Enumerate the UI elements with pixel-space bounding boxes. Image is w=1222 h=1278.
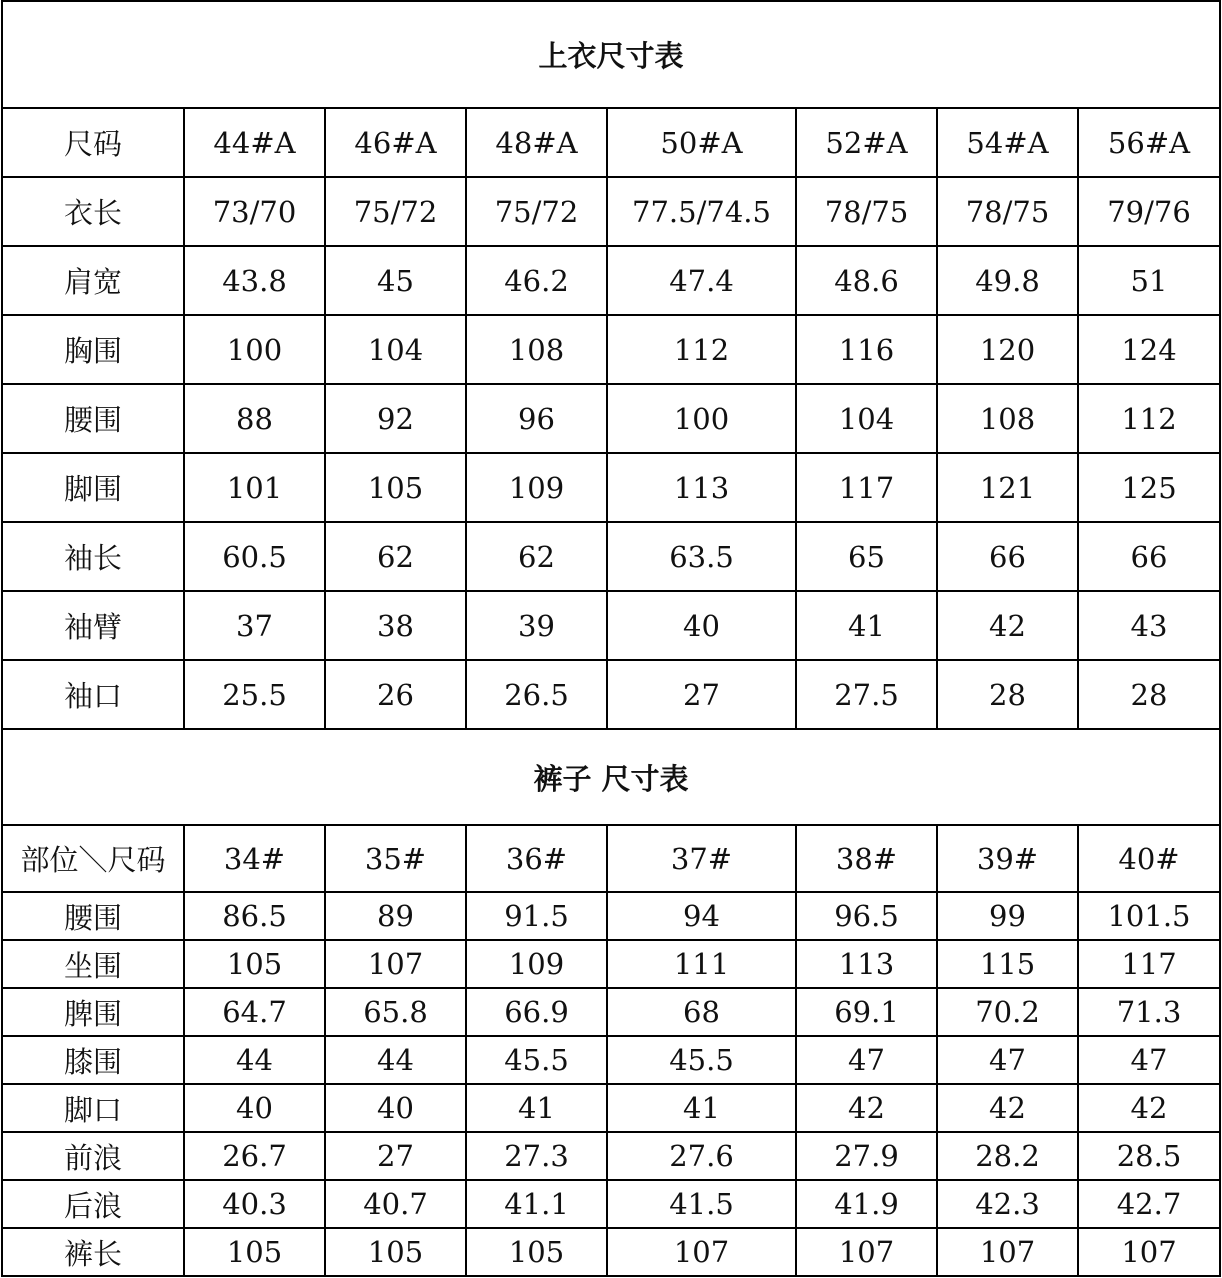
pants-measure-value: 89 [325, 892, 466, 940]
pants-measure-value: 47 [796, 1036, 937, 1084]
pants-measure-value: 42.3 [937, 1180, 1078, 1228]
pants-measure-value: 107 [325, 940, 466, 988]
pants-measure-row [2, 1180, 1220, 1228]
pants-measure-row [2, 940, 1220, 988]
top-measure-value: 26.5 [466, 660, 607, 729]
pants-measure-value: 40 [184, 1084, 325, 1132]
top-table-title: 上衣尺寸表 [2, 1, 1220, 108]
size-chart-table [1, 0, 1221, 1277]
pants-measure-value: 40 [325, 1084, 466, 1132]
top-measure-value: 112 [607, 315, 796, 384]
pants-measure-value: 86.5 [184, 892, 325, 940]
top-measure-value: 28 [1078, 660, 1220, 729]
top-measure-row [2, 384, 1220, 453]
top-measure-label: 袖口 [2, 660, 184, 729]
top-measure-label: 袖臂 [2, 591, 184, 660]
pants-measure-value: 96.5 [796, 892, 937, 940]
pants-measure-value: 27.9 [796, 1132, 937, 1180]
top-measure-row [2, 246, 1220, 315]
top-size-header-cell: 52#A [796, 108, 937, 177]
pants-measure-value: 65.8 [325, 988, 466, 1036]
top-measure-value: 66 [1078, 522, 1220, 591]
pants-measure-value: 105 [325, 1228, 466, 1276]
top-measure-row [2, 660, 1220, 729]
top-size-header-cell: 46#A [325, 108, 466, 177]
pants-size-header-cell: 40# [1078, 825, 1220, 892]
pants-size-header-row [2, 825, 1220, 892]
pants-measure-value: 44 [184, 1036, 325, 1084]
pants-measure-value: 28.5 [1078, 1132, 1220, 1180]
top-measure-value: 120 [937, 315, 1078, 384]
top-measure-value: 92 [325, 384, 466, 453]
pants-size-header-cell: 34# [184, 825, 325, 892]
top-size-header-label: 尺码 [2, 108, 184, 177]
pants-measure-value: 111 [607, 940, 796, 988]
top-measure-value: 66 [937, 522, 1078, 591]
top-measure-value: 108 [937, 384, 1078, 453]
top-measure-value: 27.5 [796, 660, 937, 729]
pants-size-header-label: 部位＼尺码 [2, 825, 184, 892]
pants-measure-row [2, 1228, 1220, 1276]
top-measure-value: 42 [937, 591, 1078, 660]
top-measure-value: 79/76 [1078, 177, 1220, 246]
top-size-header-cell: 50#A [607, 108, 796, 177]
pants-measure-value: 117 [1078, 940, 1220, 988]
pants-measure-value: 64.7 [184, 988, 325, 1036]
pants-measure-value: 47 [1078, 1036, 1220, 1084]
top-measure-value: 112 [1078, 384, 1220, 453]
pants-title-row [2, 729, 1220, 825]
pants-measure-value: 27.3 [466, 1132, 607, 1180]
top-measure-label: 肩宽 [2, 246, 184, 315]
pants-measure-row [2, 1084, 1220, 1132]
top-measure-row [2, 315, 1220, 384]
top-measure-label: 腰围 [2, 384, 184, 453]
pants-measure-value: 94 [607, 892, 796, 940]
top-measure-value: 41 [796, 591, 937, 660]
top-measure-value: 45 [325, 246, 466, 315]
top-measure-value: 63.5 [607, 522, 796, 591]
pants-measure-value: 101.5 [1078, 892, 1220, 940]
top-title-row [2, 1, 1220, 108]
pants-measure-value: 45.5 [466, 1036, 607, 1084]
pants-measure-value: 99 [937, 892, 1078, 940]
pants-size-header-cell: 38# [796, 825, 937, 892]
pants-measure-value: 41.1 [466, 1180, 607, 1228]
top-measure-value: 121 [937, 453, 1078, 522]
pants-size-header-cell: 36# [466, 825, 607, 892]
top-measure-value: 105 [325, 453, 466, 522]
pants-measure-value: 66.9 [466, 988, 607, 1036]
top-measure-value: 62 [325, 522, 466, 591]
top-measure-value: 117 [796, 453, 937, 522]
pants-measure-row [2, 1036, 1220, 1084]
pants-measure-label: 前浪 [2, 1132, 184, 1180]
pants-measure-value: 69.1 [796, 988, 937, 1036]
top-measure-value: 27 [607, 660, 796, 729]
pants-measure-value: 26.7 [184, 1132, 325, 1180]
top-measure-value: 100 [184, 315, 325, 384]
pants-measure-value: 91.5 [466, 892, 607, 940]
pants-measure-value: 27.6 [607, 1132, 796, 1180]
top-measure-value: 51 [1078, 246, 1220, 315]
pants-measure-row [2, 1132, 1220, 1180]
pants-size-header-cell: 37# [607, 825, 796, 892]
top-size-header-cell: 56#A [1078, 108, 1220, 177]
pants-measure-value: 42 [937, 1084, 1078, 1132]
top-measure-value: 124 [1078, 315, 1220, 384]
top-measure-value: 77.5/74.5 [607, 177, 796, 246]
top-size-header-cell: 54#A [937, 108, 1078, 177]
top-measure-value: 104 [796, 384, 937, 453]
top-measure-value: 49.8 [937, 246, 1078, 315]
top-measure-value: 108 [466, 315, 607, 384]
top-measure-value: 78/75 [937, 177, 1078, 246]
pants-measure-value: 107 [607, 1228, 796, 1276]
top-measure-row [2, 177, 1220, 246]
top-measure-value: 65 [796, 522, 937, 591]
top-measure-value: 37 [184, 591, 325, 660]
pants-measure-label: 裤长 [2, 1228, 184, 1276]
top-measure-value: 113 [607, 453, 796, 522]
top-measure-value: 62 [466, 522, 607, 591]
top-measure-value: 73/70 [184, 177, 325, 246]
pants-measure-value: 28.2 [937, 1132, 1078, 1180]
top-measure-value: 47.4 [607, 246, 796, 315]
pants-size-header-cell: 39# [937, 825, 1078, 892]
pants-measure-value: 42 [1078, 1084, 1220, 1132]
pants-measure-row [2, 988, 1220, 1036]
top-size-header-cell: 44#A [184, 108, 325, 177]
top-measure-value: 46.2 [466, 246, 607, 315]
pants-measure-value: 107 [1078, 1228, 1220, 1276]
pants-measure-label: 腰围 [2, 892, 184, 940]
top-measure-value: 75/72 [466, 177, 607, 246]
pants-table-title: 裤子 尺寸表 [2, 729, 1220, 825]
pants-measure-value: 41 [607, 1084, 796, 1132]
top-measure-value: 26 [325, 660, 466, 729]
top-measure-value: 43.8 [184, 246, 325, 315]
top-measure-value: 75/72 [325, 177, 466, 246]
pants-measure-value: 68 [607, 988, 796, 1036]
pants-measure-value: 105 [184, 1228, 325, 1276]
top-measure-value: 25.5 [184, 660, 325, 729]
top-measure-label: 脚围 [2, 453, 184, 522]
top-measure-value: 116 [796, 315, 937, 384]
top-size-header-row [2, 108, 1220, 177]
pants-measure-value: 41.9 [796, 1180, 937, 1228]
pants-measure-value: 71.3 [1078, 988, 1220, 1036]
top-measure-label: 胸围 [2, 315, 184, 384]
top-measure-value: 28 [937, 660, 1078, 729]
pants-measure-value: 44 [325, 1036, 466, 1084]
top-measure-value: 43 [1078, 591, 1220, 660]
top-measure-value: 88 [184, 384, 325, 453]
pants-measure-value: 113 [796, 940, 937, 988]
pants-measure-label: 坐围 [2, 940, 184, 988]
pants-measure-value: 109 [466, 940, 607, 988]
top-measure-value: 78/75 [796, 177, 937, 246]
pants-measure-value: 41.5 [607, 1180, 796, 1228]
pants-measure-value: 105 [466, 1228, 607, 1276]
pants-measure-row [2, 892, 1220, 940]
top-measure-label: 袖长 [2, 522, 184, 591]
top-measure-value: 39 [466, 591, 607, 660]
pants-measure-value: 27 [325, 1132, 466, 1180]
top-measure-value: 38 [325, 591, 466, 660]
top-measure-value: 101 [184, 453, 325, 522]
pants-measure-value: 45.5 [607, 1036, 796, 1084]
top-measure-value: 60.5 [184, 522, 325, 591]
pants-measure-value: 47 [937, 1036, 1078, 1084]
top-measure-value: 96 [466, 384, 607, 453]
top-measure-label: 衣长 [2, 177, 184, 246]
pants-measure-label: 后浪 [2, 1180, 184, 1228]
pants-measure-value: 42.7 [1078, 1180, 1220, 1228]
pants-measure-value: 40.7 [325, 1180, 466, 1228]
top-measure-value: 104 [325, 315, 466, 384]
pants-size-header-cell: 35# [325, 825, 466, 892]
pants-measure-value: 105 [184, 940, 325, 988]
pants-measure-value: 41 [466, 1084, 607, 1132]
pants-measure-label: 膝围 [2, 1036, 184, 1084]
pants-measure-label: 脚口 [2, 1084, 184, 1132]
pants-measure-value: 40.3 [184, 1180, 325, 1228]
top-measure-value: 40 [607, 591, 796, 660]
top-measure-value: 48.6 [796, 246, 937, 315]
top-measure-row [2, 522, 1220, 591]
pants-measure-value: 107 [937, 1228, 1078, 1276]
pants-measure-value: 115 [937, 940, 1078, 988]
top-measure-row [2, 591, 1220, 660]
top-measure-value: 125 [1078, 453, 1220, 522]
top-measure-row [2, 453, 1220, 522]
pants-measure-value: 42 [796, 1084, 937, 1132]
top-measure-value: 109 [466, 453, 607, 522]
pants-measure-value: 70.2 [937, 988, 1078, 1036]
pants-measure-label: 脾围 [2, 988, 184, 1036]
top-measure-value: 100 [607, 384, 796, 453]
pants-measure-value: 107 [796, 1228, 937, 1276]
top-size-header-cell: 48#A [466, 108, 607, 177]
size-chart-body [2, 1, 1220, 1276]
